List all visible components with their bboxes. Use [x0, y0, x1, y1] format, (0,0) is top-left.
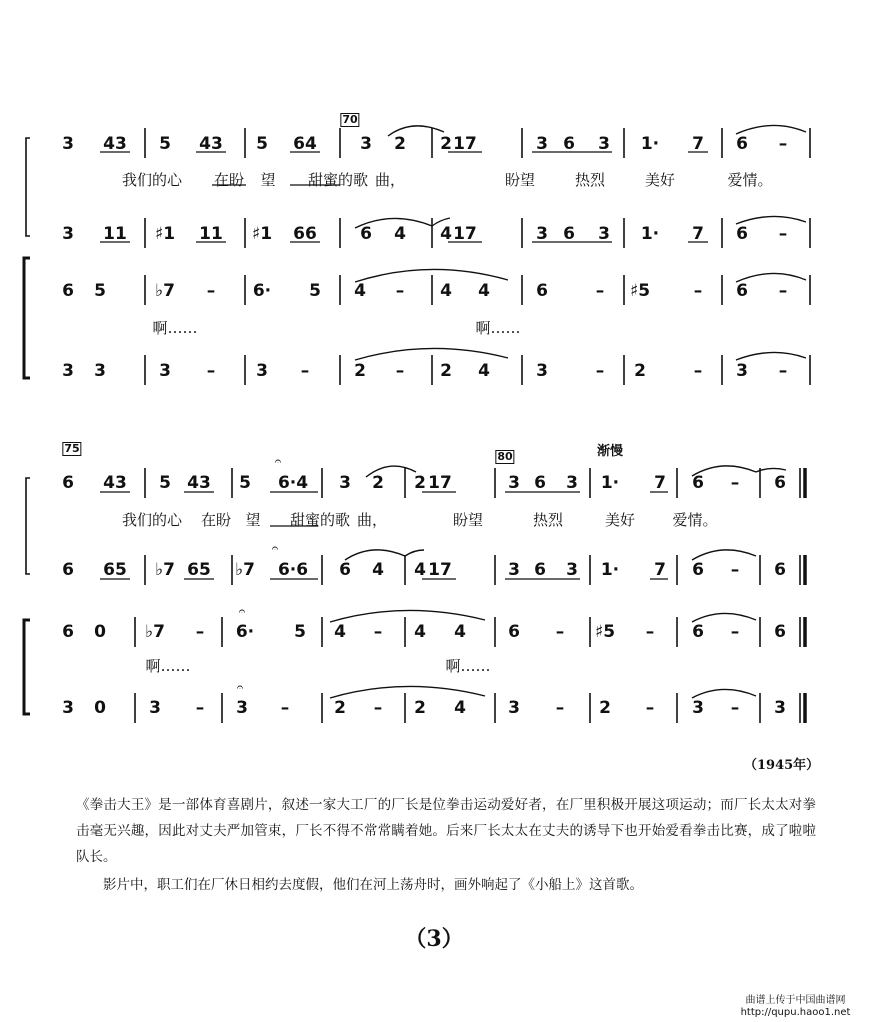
note: 2	[440, 134, 452, 154]
note: 7	[654, 560, 666, 580]
note: –	[693, 361, 703, 381]
note: 4	[414, 560, 426, 580]
description-paragraph: 影片中，职工们在厂休日相约去度假，他们在河上荡舟时，画外响起了《小船上》这首歌。	[103, 877, 643, 893]
note: ♯5	[594, 622, 616, 642]
lyric: 在盼	[213, 171, 245, 189]
bracket-lower-1	[24, 258, 30, 378]
note: 3	[360, 134, 372, 154]
note: ♭7	[155, 281, 175, 301]
note: 4	[478, 361, 490, 381]
note: 3	[149, 698, 161, 718]
note: 43	[103, 473, 127, 493]
lyric: 热烈	[574, 171, 606, 189]
note: 43	[187, 473, 211, 493]
note: 17	[428, 560, 452, 580]
note: 4	[454, 622, 466, 642]
rehearsal-mark: 80	[497, 450, 513, 463]
note: ♭7	[145, 622, 165, 642]
fermata-icon: 𝄐	[238, 604, 246, 618]
note: –	[778, 281, 788, 301]
lyric: 啊……	[445, 657, 491, 675]
note: 6	[62, 560, 74, 580]
year-annotation: （1945年）	[744, 758, 820, 773]
lyric: 在盼	[200, 511, 232, 529]
note: 6	[774, 473, 786, 493]
note: 5	[159, 134, 171, 154]
note: 64	[293, 134, 317, 154]
note: 1·	[600, 560, 620, 580]
description-paragraph: 《拳击大王》是一部体育喜剧片，叙述一家大工厂的厂长是位拳击运动爱好者，在厂里积极开展这项运动；而厂长太太对拳击毫无兴趣，因此对丈夫严加管束，厂长不得不常常瞒着她。后来厂长太太在丈夫的诱导下也开始爱看拳击比赛，成了啦啦队长。	[76, 797, 816, 865]
note: –	[693, 281, 703, 301]
note: 5	[309, 281, 321, 301]
note: 2	[634, 361, 646, 381]
note: 6·4	[277, 473, 309, 493]
note: 6	[62, 473, 74, 493]
note: 43	[199, 134, 223, 154]
note: 4	[372, 560, 384, 580]
note: 5	[159, 473, 171, 493]
note: 5	[239, 473, 251, 493]
lyric: 望	[260, 171, 276, 189]
note: 6·	[235, 622, 255, 642]
fermata-icon: 𝄐	[274, 454, 282, 468]
note: 3	[598, 134, 610, 154]
note: –	[373, 698, 383, 718]
note: 3	[536, 224, 548, 244]
note: –	[730, 698, 740, 718]
note: 0	[94, 622, 106, 642]
watermark-line: 曲谱上传于中国曲谱网	[745, 995, 846, 1006]
note: 3	[566, 473, 578, 493]
note: 3	[339, 473, 351, 493]
note: 0	[94, 698, 106, 718]
note: 3	[692, 698, 704, 718]
note: 65	[187, 560, 211, 580]
note: –	[395, 281, 405, 301]
note: –	[730, 622, 740, 642]
note: –	[373, 622, 383, 642]
note: 17	[428, 473, 452, 493]
note: 4	[354, 281, 366, 301]
note: 6	[736, 281, 748, 301]
note: 7	[654, 473, 666, 493]
note: 2	[334, 698, 346, 718]
note: 6	[534, 473, 546, 493]
lyric: 曲，	[356, 511, 388, 529]
note: 17	[453, 134, 477, 154]
note: ♭7	[155, 560, 175, 580]
note: 3	[62, 224, 74, 244]
note: 6	[692, 560, 704, 580]
note: 3	[159, 361, 171, 381]
note: 7	[692, 224, 704, 244]
note: 1·	[600, 473, 620, 493]
lyric: 我们的心	[121, 171, 183, 189]
lyric: 热烈	[532, 511, 564, 529]
watermark-url: http://qupu.haoo1.net	[740, 1007, 851, 1018]
note: ♯1	[251, 224, 273, 244]
lyric: 爱情。	[727, 171, 773, 189]
fermata-icon: 𝄐	[236, 680, 244, 694]
note: 6	[62, 622, 74, 642]
note: 2	[372, 473, 384, 493]
note: 6	[508, 622, 520, 642]
note: 6	[774, 622, 786, 642]
note: 5	[294, 622, 306, 642]
note: 3	[536, 134, 548, 154]
note: 17	[453, 224, 477, 244]
note: –	[730, 473, 740, 493]
lyric: 曲，	[374, 171, 406, 189]
note: 2	[599, 698, 611, 718]
lyric: 美好	[604, 511, 636, 529]
lyric: 甜蜜的歌	[307, 171, 369, 189]
note: 6·	[252, 281, 272, 301]
note: 3	[508, 698, 520, 718]
note: 3	[508, 560, 520, 580]
note: 2	[414, 698, 426, 718]
bracket-lower-2	[24, 620, 30, 714]
lyric: 啊……	[152, 319, 198, 337]
note: 3	[508, 473, 520, 493]
note: 2	[440, 361, 452, 381]
note: –	[595, 281, 605, 301]
lyric: 我们的心	[121, 511, 183, 529]
note: –	[778, 134, 788, 154]
barlines-s1-st1	[145, 128, 810, 158]
note: 6	[774, 560, 786, 580]
note: 5	[94, 281, 106, 301]
note: 66	[293, 224, 317, 244]
note: 3	[736, 361, 748, 381]
note: 3	[94, 361, 106, 381]
barlines-s1-st2	[145, 218, 810, 248]
note: –	[555, 698, 565, 718]
note: 6	[736, 224, 748, 244]
note: 4	[414, 622, 426, 642]
note: 4	[394, 224, 406, 244]
note: –	[730, 560, 740, 580]
note: –	[195, 622, 205, 642]
note: 1·	[640, 134, 660, 154]
note: 4	[440, 224, 452, 244]
note: –	[206, 361, 216, 381]
lyric: 美好	[644, 171, 676, 189]
note: 6	[534, 560, 546, 580]
note: 65	[103, 560, 127, 580]
lyric: 盼望	[504, 171, 536, 189]
note: 3	[62, 698, 74, 718]
note: 5	[256, 134, 268, 154]
note: 4	[440, 281, 452, 301]
lyric: 盼望	[452, 511, 484, 529]
note: 6	[736, 134, 748, 154]
note: 6	[692, 473, 704, 493]
note: 7	[692, 134, 704, 154]
note: ♯5	[629, 281, 651, 301]
note: ♯1	[154, 224, 176, 244]
note: –	[206, 281, 216, 301]
note: 3	[236, 698, 248, 718]
note: 2	[414, 473, 426, 493]
note: 3	[774, 698, 786, 718]
bracket-upper-1	[26, 138, 30, 236]
note: 4	[334, 622, 346, 642]
note: 1·	[640, 224, 660, 244]
note: 6	[563, 134, 575, 154]
note: 3	[256, 361, 268, 381]
note: –	[778, 361, 788, 381]
bracket-upper-2	[26, 478, 30, 574]
slurs-s2	[330, 466, 786, 698]
note: 3	[62, 361, 74, 381]
page-number: （3）	[404, 926, 464, 952]
fermata-icon: 𝄐	[271, 541, 279, 555]
note: 3	[536, 361, 548, 381]
note: 6·6	[277, 560, 309, 580]
note: 3	[62, 134, 74, 154]
note: 11	[199, 224, 223, 244]
watermark	[728, 995, 863, 1019]
lyric: 啊……	[145, 657, 191, 675]
note: 43	[103, 134, 127, 154]
note: 6	[536, 281, 548, 301]
note: –	[300, 361, 310, 381]
lyric: 爱情。	[672, 511, 718, 529]
note: ♭7	[235, 560, 255, 580]
lyric: 啊……	[475, 319, 521, 337]
note: –	[280, 698, 290, 718]
note: –	[778, 224, 788, 244]
note: 6	[563, 224, 575, 244]
note: –	[595, 361, 605, 381]
lyric: 望	[245, 511, 261, 529]
tempo-marking: 渐慢	[596, 444, 624, 459]
note: –	[395, 361, 405, 381]
note: –	[195, 698, 205, 718]
note: –	[645, 622, 655, 642]
rehearsal-mark: 75	[64, 442, 80, 455]
note: 3	[566, 560, 578, 580]
note: 2	[354, 361, 366, 381]
note: 11	[103, 224, 127, 244]
note: 4	[454, 698, 466, 718]
note: –	[555, 622, 565, 642]
note: –	[645, 698, 655, 718]
note: 6	[339, 560, 351, 580]
lyric: 甜蜜的歌	[289, 511, 351, 529]
note: 4	[478, 281, 490, 301]
rehearsal-mark: 70	[342, 113, 358, 126]
note: 6	[62, 281, 74, 301]
note: 6	[692, 622, 704, 642]
note: 2	[394, 134, 406, 154]
note: 3	[598, 224, 610, 244]
note: 6	[360, 224, 372, 244]
